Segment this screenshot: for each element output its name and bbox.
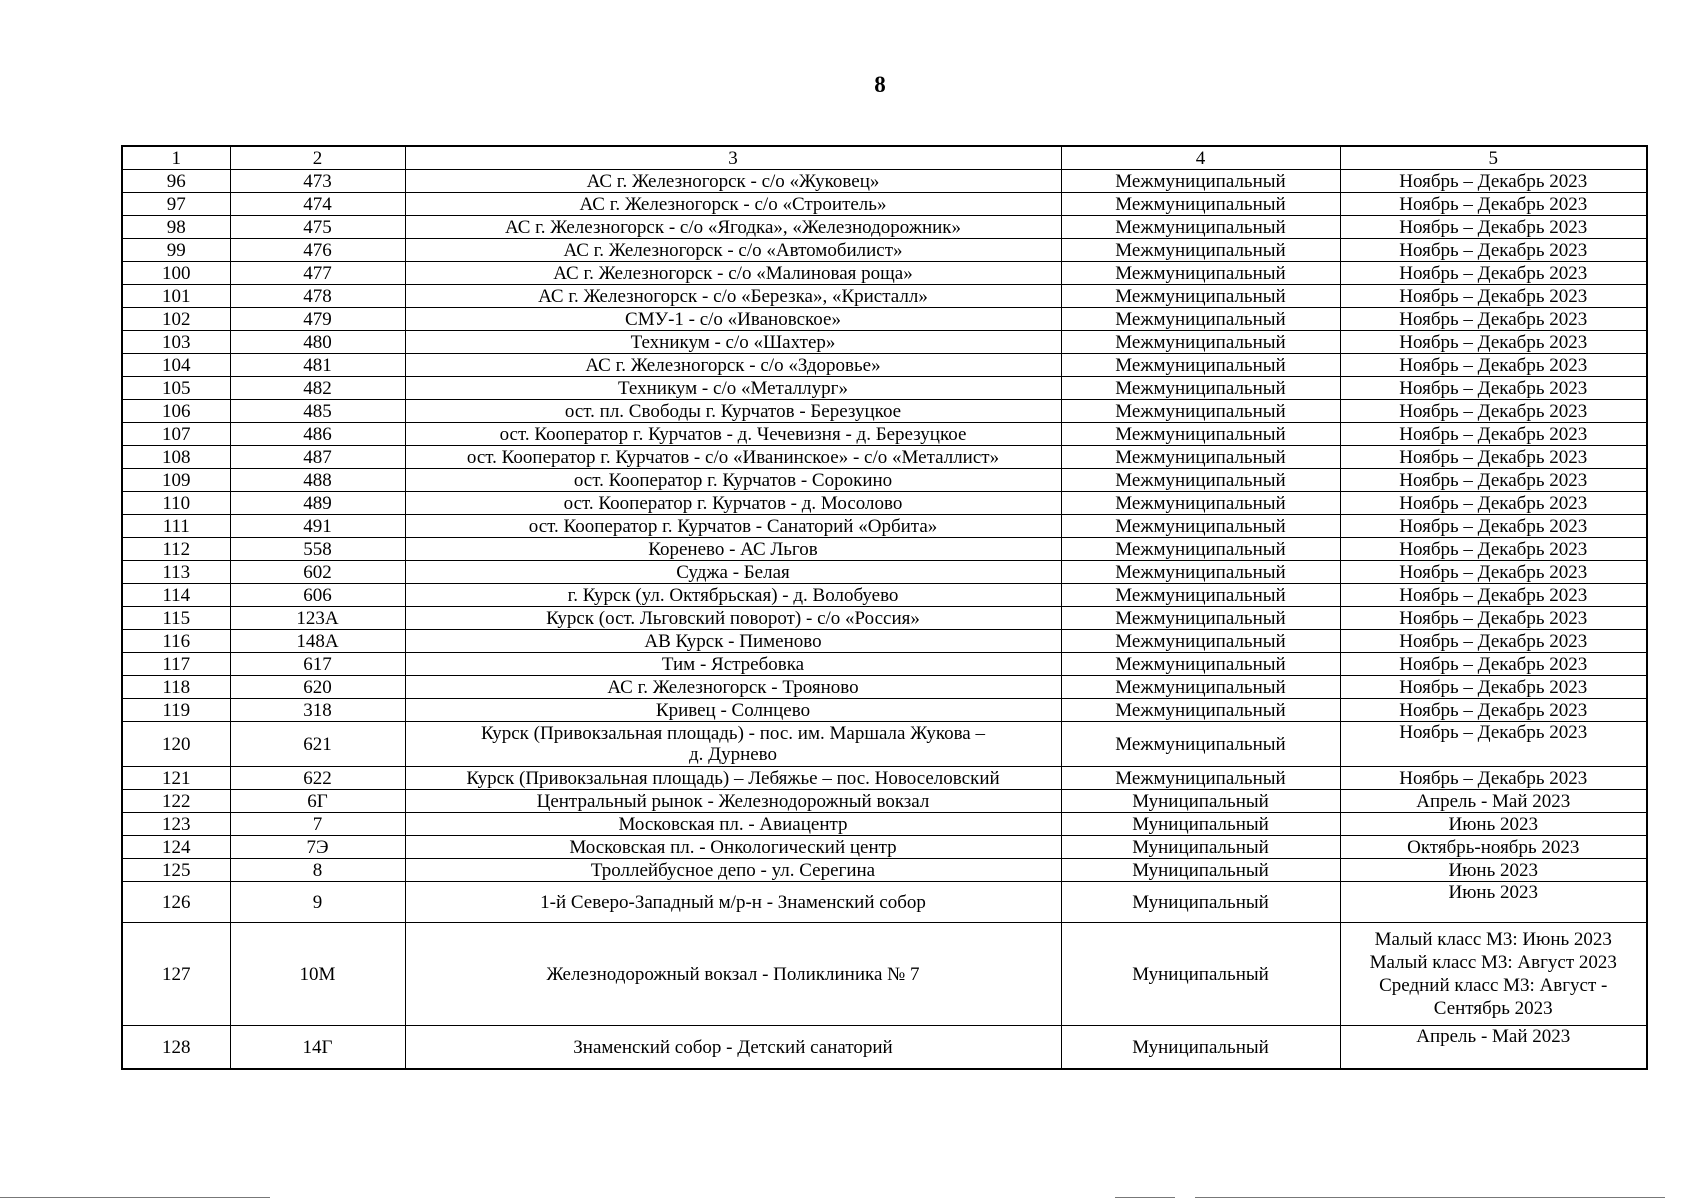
route-name: Московская пл. - Авиацентр [405, 813, 1061, 836]
route-number: 620 [230, 676, 405, 699]
route-name: Московская пл. - Онкологический центр [405, 836, 1061, 859]
route-type: Межмуниципальный [1061, 423, 1340, 446]
table-row [122, 216, 1647, 239]
route-number: 477 [230, 262, 405, 285]
route-period: Ноябрь – Декабрь 2023 [1340, 377, 1647, 400]
table-row [122, 836, 1647, 859]
row-number: 110 [122, 492, 230, 515]
route-name: Суджа - Белая [405, 561, 1061, 584]
route-type: Межмуниципальный [1061, 446, 1340, 469]
route-name: Центральный рынок - Железнодорожный вокзал [405, 790, 1061, 813]
route-number: 487 [230, 446, 405, 469]
route-period: Ноябрь – Декабрь 2023 [1340, 331, 1647, 354]
route-type: Межмуниципальный [1061, 400, 1340, 423]
route-period: Ноябрь – Декабрь 2023 [1340, 446, 1647, 469]
row-number: 117 [122, 653, 230, 676]
route-period: Ноябрь – Декабрь 2023 [1340, 699, 1647, 722]
route-name: Техникум - с/о «Металлург» [405, 377, 1061, 400]
route-number: 474 [230, 193, 405, 216]
route-type: Межмуниципальный [1061, 653, 1340, 676]
table-row [122, 538, 1647, 561]
route-number: 617 [230, 653, 405, 676]
route-type: Межмуниципальный [1061, 170, 1340, 193]
route-number: 482 [230, 377, 405, 400]
route-period-line: Малый класс М3: Август 2023 [1369, 952, 1617, 973]
route-period: Ноябрь – Декабрь 2023 [1340, 469, 1647, 492]
route-type: Муниципальный [1061, 882, 1340, 923]
route-number: 621 [230, 722, 405, 767]
row-number: 105 [122, 377, 230, 400]
route-number: 148А [230, 630, 405, 653]
route-name-line: д. Дурнево [688, 744, 778, 765]
route-name: Курск (Привокзальная площадь) – Лебяжье – пос. Новоселовский [405, 767, 1061, 790]
route-period: Апрель - Май 2023 [1340, 1026, 1647, 1070]
route-number: 6Г [230, 790, 405, 813]
table-row [122, 882, 1647, 923]
route-period: Ноябрь – Декабрь 2023 [1340, 239, 1647, 262]
route-period: Июнь 2023 [1340, 859, 1647, 882]
route-type: Межмуниципальный [1061, 630, 1340, 653]
route-period-line: Сентябрь 2023 [1433, 998, 1553, 1019]
route-type: Межмуниципальный [1061, 607, 1340, 630]
route-type: Муниципальный [1061, 813, 1340, 836]
row-number: 101 [122, 285, 230, 308]
row-number: 99 [122, 239, 230, 262]
route-number: 473 [230, 170, 405, 193]
route-period: Июнь 2023 [1340, 813, 1647, 836]
route-period: Ноябрь – Декабрь 2023 [1340, 423, 1647, 446]
route-number: 318 [230, 699, 405, 722]
route-type: Межмуниципальный [1061, 515, 1340, 538]
table-row [122, 285, 1647, 308]
row-number: 121 [122, 767, 230, 790]
route-name: АС г. Железногорск - с/о «Малиновая роща» [405, 262, 1061, 285]
route-name: г. Курск (ул. Октябрьская) - д. Волобуево [405, 584, 1061, 607]
table-row [122, 170, 1647, 193]
route-type: Межмуниципальный [1061, 584, 1340, 607]
row-number: 103 [122, 331, 230, 354]
table-row [122, 676, 1647, 699]
route-type: Межмуниципальный [1061, 561, 1340, 584]
row-number: 120 [122, 722, 230, 767]
table-row [122, 377, 1647, 400]
route-number: 558 [230, 538, 405, 561]
route-type: Межмуниципальный [1061, 377, 1340, 400]
column-header: 5 [1340, 146, 1647, 170]
route-type: Межмуниципальный [1061, 722, 1340, 767]
route-name: АС г. Железногорск - с/о «Здоровье» [405, 354, 1061, 377]
route-number: 491 [230, 515, 405, 538]
table-row [122, 446, 1647, 469]
route-number: 488 [230, 469, 405, 492]
route-type: Межмуниципальный [1061, 239, 1340, 262]
route-period-line: Средний класс М3: Август - [1379, 975, 1608, 996]
route-number: 606 [230, 584, 405, 607]
route-number: 9 [230, 882, 405, 923]
route-type: Межмуниципальный [1061, 308, 1340, 331]
route-period: Ноябрь – Декабрь 2023 [1340, 653, 1647, 676]
route-name: ост. пл. Свободы г. Курчатов - Березуцкое [405, 400, 1061, 423]
route-name: Троллейбусное депо - ул. Серегина [405, 859, 1061, 882]
route-number: 485 [230, 400, 405, 423]
route-number: 476 [230, 239, 405, 262]
column-header: 1 [122, 146, 230, 170]
route-name: АВ Курск - Пименово [405, 630, 1061, 653]
route-period: Ноябрь – Декабрь 2023 [1340, 607, 1647, 630]
table-row [122, 469, 1647, 492]
route-number: 602 [230, 561, 405, 584]
row-number: 122 [122, 790, 230, 813]
route-name-line: Курск (Привокзальная площадь) - пос. им. Маршала Жукова – [481, 723, 985, 744]
route-type: Межмуниципальный [1061, 354, 1340, 377]
route-number: 10М [230, 923, 405, 1026]
route-period: Ноябрь – Декабрь 2023 [1340, 400, 1647, 423]
route-type: Межмуниципальный [1061, 492, 1340, 515]
table-row [122, 722, 1647, 767]
row-number: 113 [122, 561, 230, 584]
row-number: 125 [122, 859, 230, 882]
table-row [122, 308, 1647, 331]
route-type: Межмуниципальный [1061, 538, 1340, 561]
route-period: Ноябрь – Декабрь 2023 [1340, 561, 1647, 584]
row-number: 128 [122, 1026, 230, 1070]
table-row [122, 767, 1647, 790]
route-period: Ноябрь – Декабрь 2023 [1340, 170, 1647, 193]
table-row [122, 515, 1647, 538]
route-period-line: Малый класс М3: Июнь 2023 [1374, 929, 1612, 950]
route-number: 478 [230, 285, 405, 308]
route-period: Ноябрь – Декабрь 2023 [1340, 630, 1647, 653]
page-number: 8 [874, 72, 886, 97]
route-type: Межмуниципальный [1061, 676, 1340, 699]
route-type: Межмуниципальный [1061, 285, 1340, 308]
route-number: 481 [230, 354, 405, 377]
route-name: ост. Кооператор г. Курчатов - Санаторий «Орбита» [405, 515, 1061, 538]
route-period: Ноябрь – Декабрь 2023 [1340, 354, 1647, 377]
route-period: Ноябрь – Декабрь 2023 [1340, 538, 1647, 561]
route-number: 123А [230, 607, 405, 630]
row-number: 123 [122, 813, 230, 836]
row-number: 106 [122, 400, 230, 423]
table-row [122, 423, 1647, 446]
route-period: Апрель - Май 2023 [1340, 790, 1647, 813]
route-type: Межмуниципальный [1061, 193, 1340, 216]
row-number: 102 [122, 308, 230, 331]
route-period: Июнь 2023 [1340, 882, 1647, 923]
route-name: Техникум - с/о «Шахтер» [405, 331, 1061, 354]
row-number: 118 [122, 676, 230, 699]
route-name: ост. Кооператор г. Курчатов - д. Мосолово [405, 492, 1061, 515]
route-number: 486 [230, 423, 405, 446]
route-period: Ноябрь – Декабрь 2023 [1340, 216, 1647, 239]
route-type: Муниципальный [1061, 836, 1340, 859]
route-name: ост. Кооператор г. Курчатов - д. Чечевизня - д. Березуцкое [405, 423, 1061, 446]
table-row [122, 790, 1647, 813]
route-number: 14Г [230, 1026, 405, 1070]
table-row [122, 699, 1647, 722]
row-number: 115 [122, 607, 230, 630]
route-type: Межмуниципальный [1061, 699, 1340, 722]
route-period: Ноябрь – Декабрь 2023 [1340, 492, 1647, 515]
route-type: Межмуниципальный [1061, 262, 1340, 285]
column-header: 3 [405, 146, 1061, 170]
route-period: Ноябрь – Декабрь 2023 [1340, 584, 1647, 607]
row-number: 126 [122, 882, 230, 923]
route-number: 7Э [230, 836, 405, 859]
route-number: 480 [230, 331, 405, 354]
route-type: Муниципальный [1061, 1026, 1340, 1070]
row-number: 98 [122, 216, 230, 239]
route-name: ост. Кооператор г. Курчатов - Сорокино [405, 469, 1061, 492]
table-row [122, 331, 1647, 354]
row-number: 104 [122, 354, 230, 377]
table-header-row [122, 146, 1647, 170]
route-name [405, 722, 1061, 767]
route-type: Межмуниципальный [1061, 469, 1340, 492]
route-number: 8 [230, 859, 405, 882]
scan-edge-line [1195, 1197, 1665, 1198]
row-number: 107 [122, 423, 230, 446]
table-row [122, 400, 1647, 423]
route-period: Ноябрь – Декабрь 2023 [1340, 308, 1647, 331]
route-type: Межмуниципальный [1061, 216, 1340, 239]
table-row [122, 607, 1647, 630]
table-row [122, 630, 1647, 653]
route-number: 622 [230, 767, 405, 790]
row-number: 119 [122, 699, 230, 722]
table-row [122, 193, 1647, 216]
route-name: АС г. Железногорск - с/о «Строитель» [405, 193, 1061, 216]
table-row [122, 584, 1647, 607]
route-name: 1-й Северо-Западный м/р-н - Знаменский собор [405, 882, 1061, 923]
table-row [122, 561, 1647, 584]
route-period: Ноябрь – Декабрь 2023 [1340, 767, 1647, 790]
route-name: ост. Кооператор г. Курчатов - с/о «Иванинское» - с/о «Металлист» [405, 446, 1061, 469]
row-number: 114 [122, 584, 230, 607]
row-number: 96 [122, 170, 230, 193]
table-row [122, 859, 1647, 882]
route-number: 475 [230, 216, 405, 239]
row-number: 108 [122, 446, 230, 469]
route-type: Муниципальный [1061, 923, 1340, 1026]
route-period: Ноябрь – Декабрь 2023 [1340, 722, 1647, 767]
route-type: Межмуниципальный [1061, 767, 1340, 790]
table-row [122, 1026, 1647, 1070]
route-name: АС г. Железногорск - с/о «Жуковец» [405, 170, 1061, 193]
route-name: Тим - Ястребовка [405, 653, 1061, 676]
row-number: 97 [122, 193, 230, 216]
table-row [122, 354, 1647, 377]
route-name: АС г. Железногорск - Трояново [405, 676, 1061, 699]
route-period: Ноябрь – Декабрь 2023 [1340, 285, 1647, 308]
table-row [122, 923, 1647, 1026]
route-period: Ноябрь – Декабрь 2023 [1340, 193, 1647, 216]
route-period: Ноябрь – Декабрь 2023 [1340, 676, 1647, 699]
route-number: 489 [230, 492, 405, 515]
route-name: Кривец - Солнцево [405, 699, 1061, 722]
route-name: Курск (ост. Льговский поворот) - с/о «Россия» [405, 607, 1061, 630]
route-type: Муниципальный [1061, 859, 1340, 882]
column-header: 4 [1061, 146, 1340, 170]
route-period: Ноябрь – Декабрь 2023 [1340, 515, 1647, 538]
table-row [122, 239, 1647, 262]
scan-edge-line [0, 1197, 270, 1198]
row-number: 100 [122, 262, 230, 285]
row-number: 109 [122, 469, 230, 492]
route-type: Межмуниципальный [1061, 331, 1340, 354]
route-name: АС г. Железногорск - с/о «Автомобилист» [405, 239, 1061, 262]
row-number: 116 [122, 630, 230, 653]
column-header: 2 [230, 146, 405, 170]
row-number: 111 [122, 515, 230, 538]
route-period: Ноябрь – Декабрь 2023 [1340, 262, 1647, 285]
routes-table [121, 145, 1648, 1070]
route-number: 479 [230, 308, 405, 331]
table-row [122, 262, 1647, 285]
route-name: СМУ-1 - с/о «Ивановское» [405, 308, 1061, 331]
table-row [122, 653, 1647, 676]
route-name: АС г. Железногорск - с/о «Березка», «Кристалл» [405, 285, 1061, 308]
route-period [1340, 923, 1647, 1026]
row-number: 127 [122, 923, 230, 1026]
row-number: 112 [122, 538, 230, 561]
row-number: 124 [122, 836, 230, 859]
route-name: Коренево - АС Льгов [405, 538, 1061, 561]
scan-edge-line [1115, 1197, 1175, 1198]
route-period: Октябрь-ноябрь 2023 [1340, 836, 1647, 859]
table-row [122, 813, 1647, 836]
route-name: Знаменский собор - Детский санаторий [405, 1026, 1061, 1070]
route-type: Муниципальный [1061, 790, 1340, 813]
table-row [122, 492, 1647, 515]
route-number: 7 [230, 813, 405, 836]
route-name: АС г. Железногорск - с/о «Ягодка», «Железнодорожник» [405, 216, 1061, 239]
route-name: Железнодорожный вокзал - Поликлиника № 7 [405, 923, 1061, 1026]
